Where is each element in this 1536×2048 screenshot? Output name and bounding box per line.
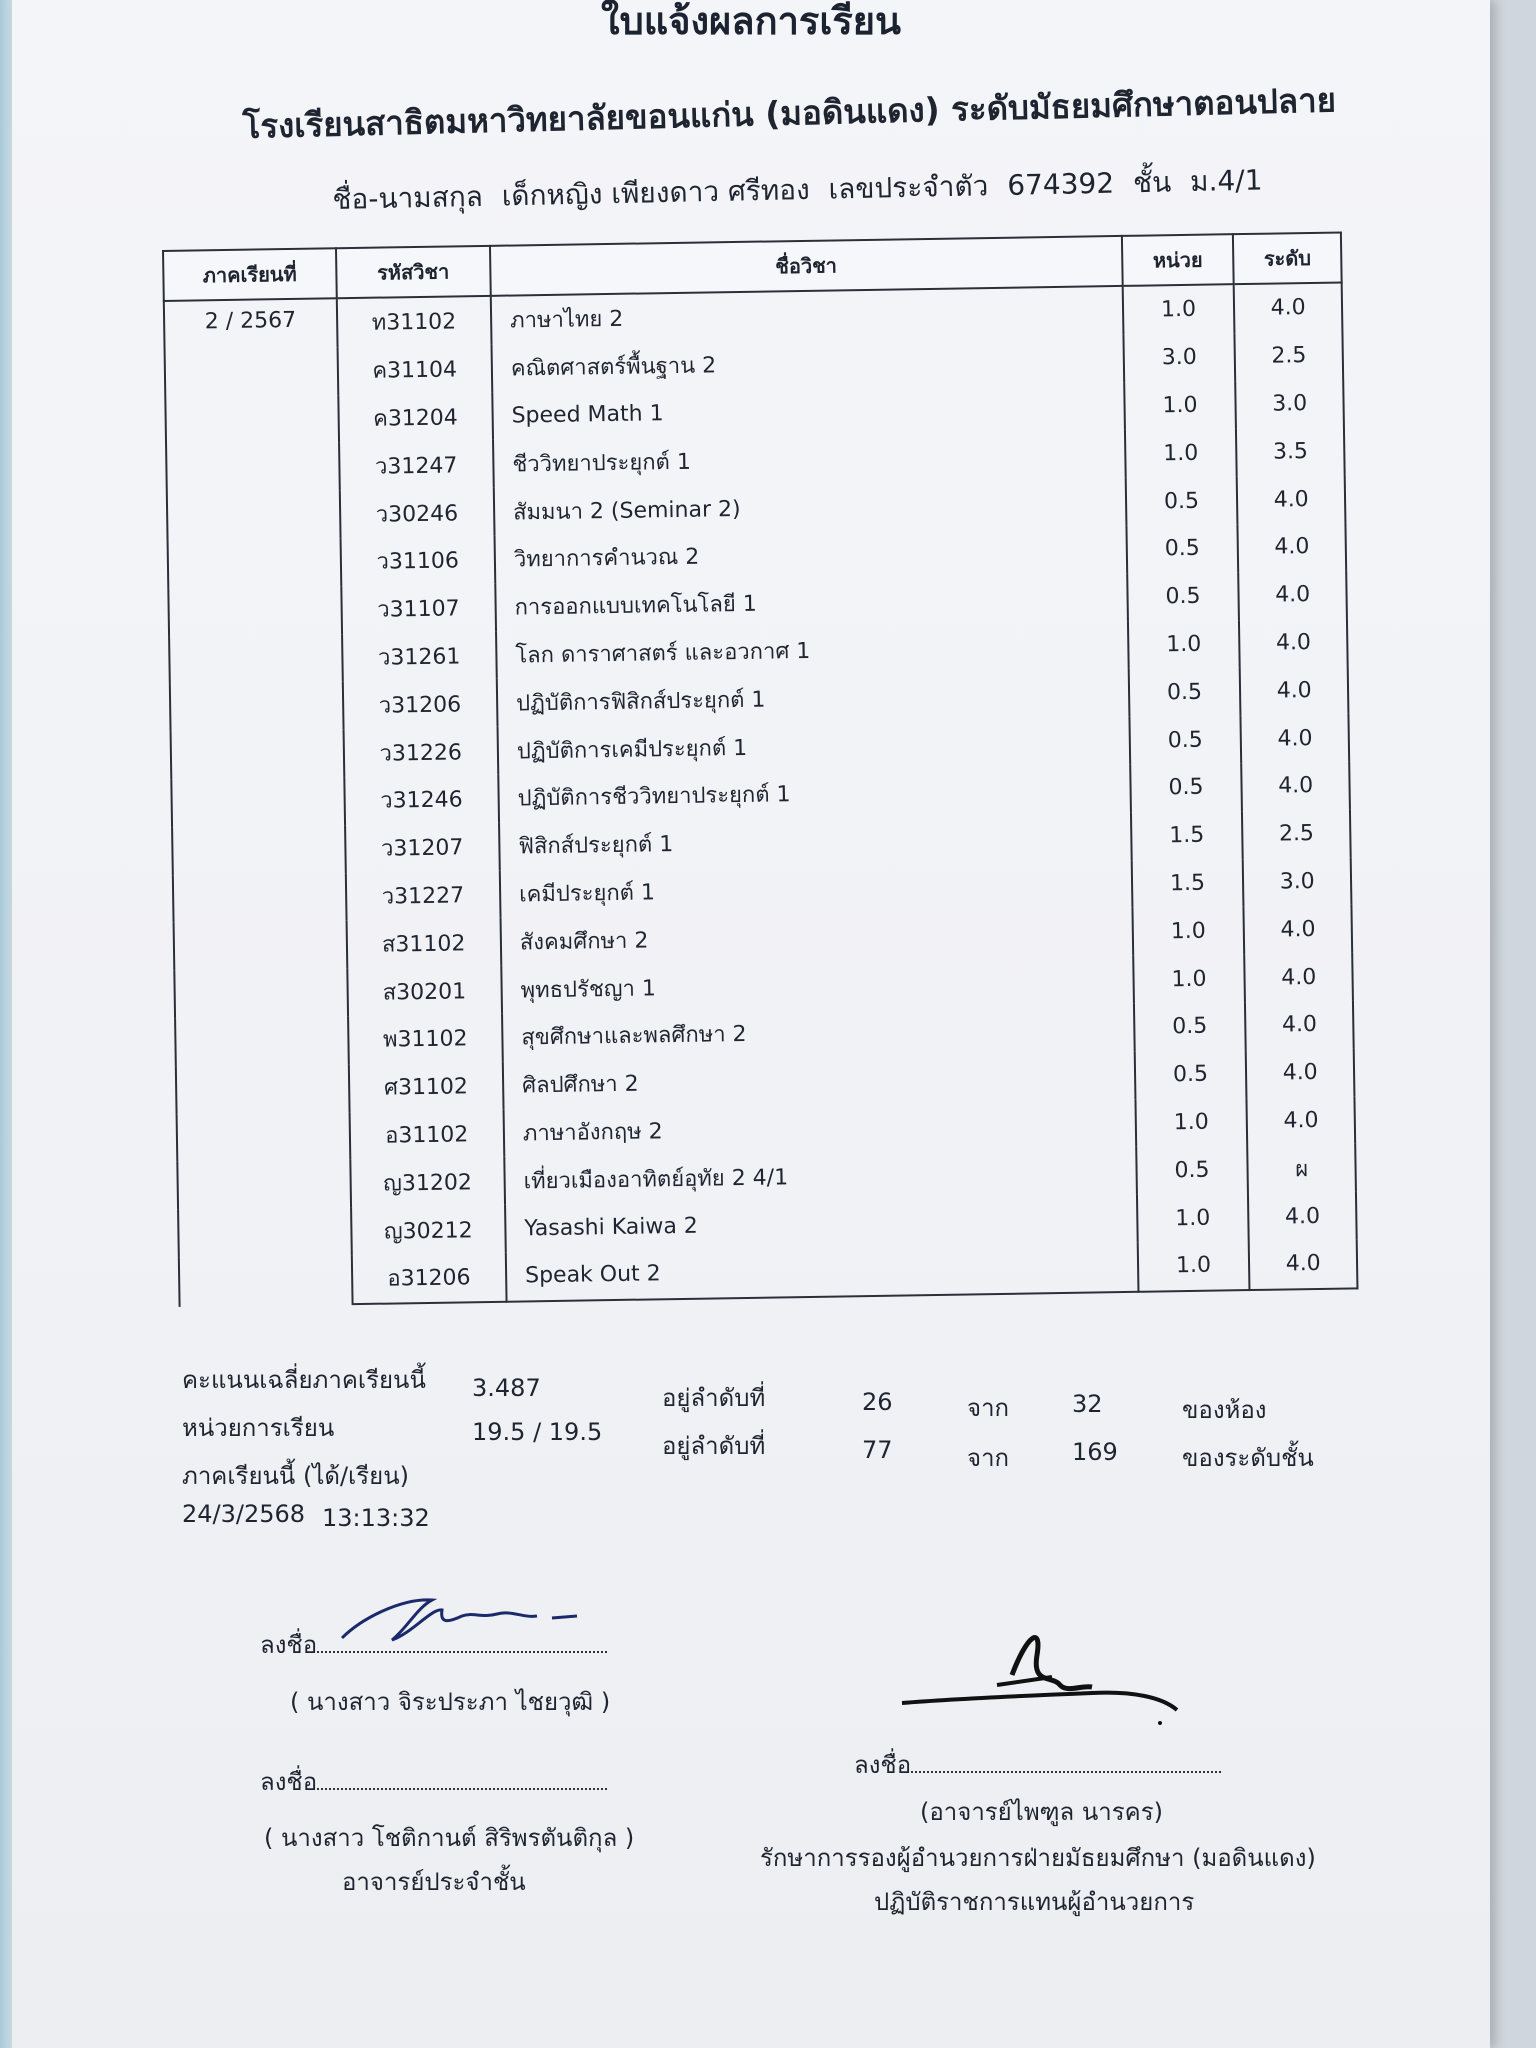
cell-code: ว31246: [344, 775, 499, 825]
of-label-class: จาก: [967, 1394, 1010, 1422]
sign-label-1: ลงชื่อ: [260, 1631, 318, 1659]
rank-class: 26: [862, 1388, 893, 1416]
cell-unit: 1.0: [1125, 429, 1237, 479]
grades-body: [164, 282, 1358, 1306]
signer-3-role-1: รักษาการรองผู้อำนวยการฝ่ายมัธยมศึกษา (มอดินแดง): [760, 1844, 1316, 1872]
student-name: เด็กหญิง เพียงดาว ศรีทอง: [501, 173, 811, 213]
cell-code: พ31102: [348, 1014, 503, 1064]
class-suffix: ของห้อง: [1182, 1396, 1267, 1424]
summary-section: [182, 1360, 1382, 1540]
rank-class-label: อยู่ลำดับที่: [662, 1384, 766, 1412]
cell-subject: สังคมศึกษา 2: [501, 908, 1133, 966]
cell-code: ว31261: [342, 631, 497, 681]
report-time: 13:13:32: [322, 1504, 430, 1532]
cell-unit: 0.5: [1130, 763, 1242, 813]
id-label: เลขประจำตัว: [828, 169, 989, 206]
cell-subject: ฟิสิกส์ประยุกต์ 1: [499, 813, 1131, 871]
cell-grade: 4.0: [1239, 618, 1347, 667]
cell-code: ค31204: [338, 392, 493, 442]
cell-subject: สุขศึกษาและพลศึกษา 2: [502, 1004, 1134, 1062]
document-title: ใบแจ้งผลการเรียน: [601, 0, 901, 43]
grades-table: [162, 231, 1358, 1307]
signer-3-name: (อาจารย์ไพฑูล นารคร): [920, 1798, 1163, 1826]
cell-code: ว31227: [345, 870, 500, 920]
cell-unit: 1.0: [1122, 284, 1234, 335]
cell-unit: 1.5: [1131, 859, 1243, 909]
cell-grade: 4.0: [1238, 522, 1346, 571]
rank-level: 77: [862, 1436, 893, 1464]
of-label-level: จาก: [967, 1444, 1010, 1472]
cell-subject: สัมมนา 2 (Seminar 2): [494, 478, 1126, 536]
cell-unit: 1.0: [1128, 620, 1240, 670]
cell-unit: 1.0: [1124, 381, 1236, 431]
student-info: [332, 158, 1273, 222]
cell-code: ส31102: [346, 918, 501, 968]
cell-subject: Yasashi Kaiwa 2: [505, 1195, 1137, 1253]
cell-unit: 0.5: [1125, 476, 1237, 526]
cell-grade: 2.5: [1235, 331, 1343, 380]
cell-grade: 4.0: [1249, 1239, 1357, 1289]
cell-subject: ชีววิทยาประยุกต์ 1: [493, 430, 1125, 488]
cell-code: ว31107: [341, 584, 496, 634]
cell-unit: 3.0: [1123, 333, 1235, 383]
cell-subject: โลก ดาราศาสตร์ และอวกาศ 1: [496, 621, 1128, 679]
cell-subject: ปฏิบัติการชีววิทยาประยุกต์ 1: [498, 765, 1130, 823]
class-total: 32: [1072, 1390, 1103, 1418]
credits-value: 19.5 / 19.5: [472, 1418, 603, 1446]
report-paper: [12, 0, 1490, 2048]
level-total: 169: [1072, 1438, 1118, 1466]
cell-grade: 4.0: [1234, 282, 1342, 332]
cell-grade: 4.0: [1240, 666, 1348, 715]
cell-unit: 1.0: [1137, 1193, 1249, 1243]
cell-code: ว31207: [345, 823, 500, 873]
cell-code: ว31247: [339, 440, 494, 490]
cell-unit: 0.5: [1129, 715, 1241, 765]
cell-subject: ปฏิบัติการฟิสิกส์ประยุกต์ 1: [497, 669, 1129, 727]
cell-subject: ภาษาอังกฤษ 2: [504, 1099, 1136, 1157]
cell-subject: เคมีประยุกต์ 1: [500, 860, 1132, 918]
cell-subject: Speak Out 2: [506, 1243, 1138, 1302]
cell-subject: Speed Math 1: [492, 383, 1124, 441]
cell-code: อ31206: [351, 1253, 506, 1304]
cell-unit: 1.0: [1133, 954, 1245, 1004]
cell-unit: 0.5: [1126, 524, 1238, 574]
student-id: 674392: [1006, 166, 1115, 202]
header-semester: ภาคเรียนที่: [163, 248, 336, 301]
cell-code: อ31102: [349, 1109, 504, 1159]
cell-grade: 3.5: [1236, 427, 1344, 476]
cell-grade: 4.0: [1246, 1048, 1354, 1097]
report-date: 24/3/2568: [182, 1500, 306, 1528]
cell-unit: 1.0: [1135, 1098, 1247, 1148]
cell-grade: 4.0: [1241, 714, 1349, 763]
gpa-label: คะแนนเฉลี่ยภาคเรียนนี้: [182, 1366, 426, 1394]
cell-grade: 4.0: [1245, 1000, 1353, 1049]
cell-unit: 0.5: [1128, 667, 1240, 717]
level-suffix: ของระดับชั้น: [1182, 1444, 1314, 1472]
sign-label-3: ลงชื่อ: [854, 1751, 912, 1779]
cell-code: ส30201: [347, 966, 502, 1016]
cell-code: ว31106: [340, 536, 495, 586]
cell-subject: ศิลปศึกษา 2: [503, 1052, 1135, 1110]
cell-grade: 4.0: [1248, 1192, 1356, 1241]
cell-subject: พุทธปรัชญา 1: [501, 956, 1133, 1014]
cell-grade: 4.0: [1244, 905, 1352, 954]
student-class: ม.4/1: [1189, 163, 1263, 199]
gpa-value: 3.487: [472, 1374, 541, 1402]
signer-1-name: ( นางสาว จิระประภา ไชยวุฒิ ): [290, 1688, 611, 1716]
cell-subject: การออกแบบเทคโนโลยี 1: [495, 574, 1127, 632]
cell-grade: 4.0: [1245, 953, 1353, 1002]
signer-3-role-2: ปฏิบัติราชการแทนผู้อำนวยการ: [874, 1888, 1195, 1916]
header-unit: หน่วย: [1122, 234, 1234, 286]
cell-subject: วิทยาการคำนวณ 2: [494, 526, 1126, 584]
semester-cell: 2 / 2567: [164, 298, 352, 1306]
cell-code: ท31102: [336, 296, 491, 347]
handwritten-signature-1: [322, 1588, 592, 1658]
cell-grade: 4.0: [1247, 1096, 1355, 1145]
grades-table-wrap: [162, 231, 1359, 1339]
header-code: รหัสวิชา: [336, 246, 491, 298]
cell-subject: ปฏิบัติการเคมีประยุกต์ 1: [498, 717, 1130, 775]
class-label: ชั้น: [1132, 165, 1172, 200]
cell-code: ว31206: [342, 679, 497, 729]
cell-code: ว30246: [339, 488, 494, 538]
name-label: ชื่อ-นามสกุล: [332, 179, 484, 216]
header-grade: ระดับ: [1233, 232, 1341, 284]
signature-line-3: [854, 1745, 1221, 1784]
rank-level-label: อยู่ลำดับที่: [662, 1432, 766, 1460]
cell-grade: 3.0: [1243, 857, 1351, 906]
signer-2-name: ( นางสาว โชติกานต์ สิริพรตันติกุล ): [264, 1824, 635, 1852]
cell-code: ญ31202: [350, 1157, 505, 1207]
header-subject: ชื่อวิชา: [490, 236, 1122, 296]
cell-subject: คณิตศาสตร์พื้นฐาน 2: [491, 335, 1123, 393]
cell-code: ว31226: [343, 727, 498, 777]
sign-label-2: ลงชื่อ: [260, 1768, 318, 1796]
cell-grade: 3.0: [1235, 379, 1343, 428]
cell-code: ญ30212: [351, 1205, 506, 1255]
cell-unit: 0.5: [1127, 572, 1239, 622]
cell-unit: 0.5: [1134, 1050, 1246, 1100]
cell-subject: เที่ยวเมืองอาทิตย์อุทัย 2 4/1: [504, 1147, 1136, 1205]
cell-grade: 4.0: [1239, 570, 1347, 619]
cell-unit: 1.5: [1131, 811, 1243, 861]
cell-subject: ภาษาไทย 2: [491, 286, 1123, 345]
cell-grade: 2.5: [1242, 809, 1350, 858]
handwritten-signature-2: [892, 1615, 1192, 1725]
cell-grade: 4.0: [1242, 761, 1350, 810]
cell-unit: 1.0: [1132, 906, 1244, 956]
cell-unit: 1.0: [1137, 1241, 1249, 1292]
credits-label-2: ภาคเรียนนี้ (ได้/เรียน): [182, 1462, 409, 1490]
cell-grade: ผ: [1248, 1144, 1356, 1193]
signature-line-2: [260, 1762, 607, 1801]
signer-2-role: อาจารย์ประจำชั้น: [342, 1868, 526, 1896]
cell-grade: 4.0: [1237, 475, 1345, 524]
school-name: โรงเรียนสาธิตมหาวิทยาลัยขอนแก่น (มอดินแดง) ระดับมัธยมศึกษาตอนปลาย: [242, 80, 1337, 146]
cell-unit: 0.5: [1136, 1145, 1248, 1195]
credits-label-1: หน่วยการเรียน: [182, 1414, 335, 1442]
cell-unit: 0.5: [1134, 1002, 1246, 1052]
cell-code: ค31104: [337, 345, 492, 395]
cell-code: ศ31102: [348, 1061, 503, 1111]
